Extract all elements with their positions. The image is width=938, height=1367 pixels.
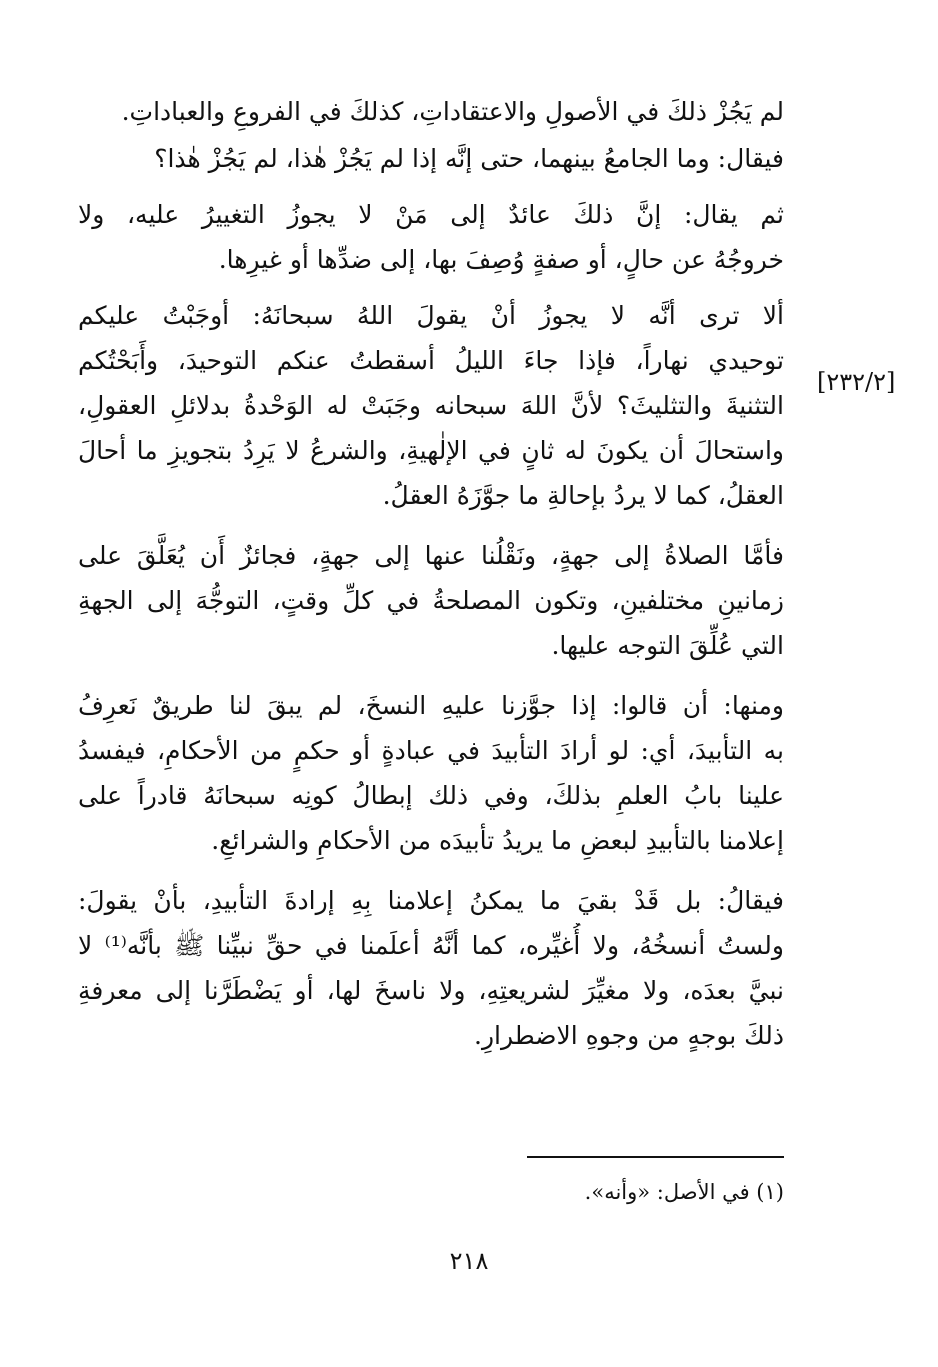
text-line: نبيَّ بعدَه، ولا مغيِّرَ لشريعتِهِ، ولا ناسخَ لها، أو يَضْطَرَّنا إلى معرفةِ <box>78 976 784 1005</box>
text-line: فيقال: وما الجامعُ بينهما، حتى إنَّه إذا لم يَجُزْ هٰذا، لم يَجُزْ هٰذا؟ <box>154 144 784 173</box>
paragraph <box>78 192 784 282</box>
page-number: ٢١٨ <box>449 1247 489 1275</box>
text-line: التثنيةَ والتثليثَ؟ لأنَّ اللهَ سبحانه وجَبَتْ له الوَحْدةُ بدلائلِ العقولِ، <box>78 391 784 420</box>
text-line: خروجُهُ عن حالٍ، أو صفةٍ وُصِفَ بها، إلى ضدِّها أو غيرِها. <box>218 245 784 274</box>
paragraph <box>78 89 784 134</box>
text-line: ولستُ أنسخُهُ، ولا أُغيِّره، كما أنَّهُ أعلَمنا في حقِّ نبيِّنا ﷺ بأنَّه⁽¹⁾ لا <box>78 931 784 960</box>
paragraph <box>78 533 784 668</box>
footnote-divider <box>527 1156 784 1158</box>
text-line: ذلكَ بوجهٍ من وجوهِ الاضطرارِ. <box>474 1021 784 1050</box>
text-line: ثم يقال: إنَّ ذلكَ عائدٌ إلى مَنْ لا يجوزُ التغييرُ عليه، ولا <box>78 200 784 229</box>
body-text <box>78 89 784 1058</box>
text-line: ألا ترى أنَّه لا يجوزُ أنْ يقولَ اللهُ سبحانَهُ: أوجَبْتُ عليكم <box>78 301 784 330</box>
text-line: توحيدي نهاراً، فإذا جاءَ الليلُ أسقطتُ عنكم التوحيدَ، وأَبَحْتُكم <box>78 346 784 375</box>
paragraph <box>78 293 784 518</box>
text-line: به التأبيدَ، أي: لو أرادَ التأبيدَ في عبادةٍ أو حكمٍ من الأحكامِ، فيفسدُ <box>78 736 784 765</box>
footnote: (١) في الأصل: «وأنه». <box>584 1180 784 1204</box>
text-line: فيقالُ: بل قَدْ بقيَ ما يمكنُ إعلامنا بِهِ إرادةَ التأبيدِ، بأنْ يقولَ: <box>78 886 784 915</box>
text-line: العقلُ، كما لا يردُ بإحالةِ ما جوَّزَهُ العقلُ. <box>382 481 784 510</box>
text-line: التي عُلِّقَ التوجه عليها. <box>551 631 784 660</box>
margin-reference: [٢٣٢/٢] <box>817 368 896 396</box>
text-line: إعلامنا بالتأبيدِ لبعضِ ما يريدُ تأبيدَه من الأحكامِ والشرائعِ. <box>211 826 784 855</box>
paragraph <box>78 136 784 181</box>
text-line: علينا بابُ العلمِ بذلكَ، وفي ذلك إبطالُ كونِه سبحانَهُ قادراً على <box>78 781 784 810</box>
text-line: لم يَجُزْ ذلكَ في الأصولِ والاعتقاداتِ، كذلكَ في الفروعِ والعباداتِ. <box>121 97 784 126</box>
text-line: ومنها: أن قالوا: إذا جوَّزنا عليهِ النسخَ، لم يبقَ لنا طريقٌ نَعرِفُ <box>78 691 784 720</box>
text-line: فأمَّا الصلاةُ إلى جهةٍ، ونَقْلُنا عنها إلى جهةٍ، فجائزٌ أَن يُعَلَّقَ على <box>78 541 784 570</box>
paragraph <box>78 878 784 1058</box>
paragraph <box>78 683 784 863</box>
text-line: واستحالَ أن يكونَ له ثانٍ في الإلٰهيةِ، والشرعُ لا يَرِدُ بتجويزِ ما أحالَ <box>78 436 784 465</box>
text-line: زمانينِ مختلفينِ، وتكون المصلحةُ في كلِّ وقتٍ، التوجُّهَ إلى الجهةِ <box>78 586 784 615</box>
